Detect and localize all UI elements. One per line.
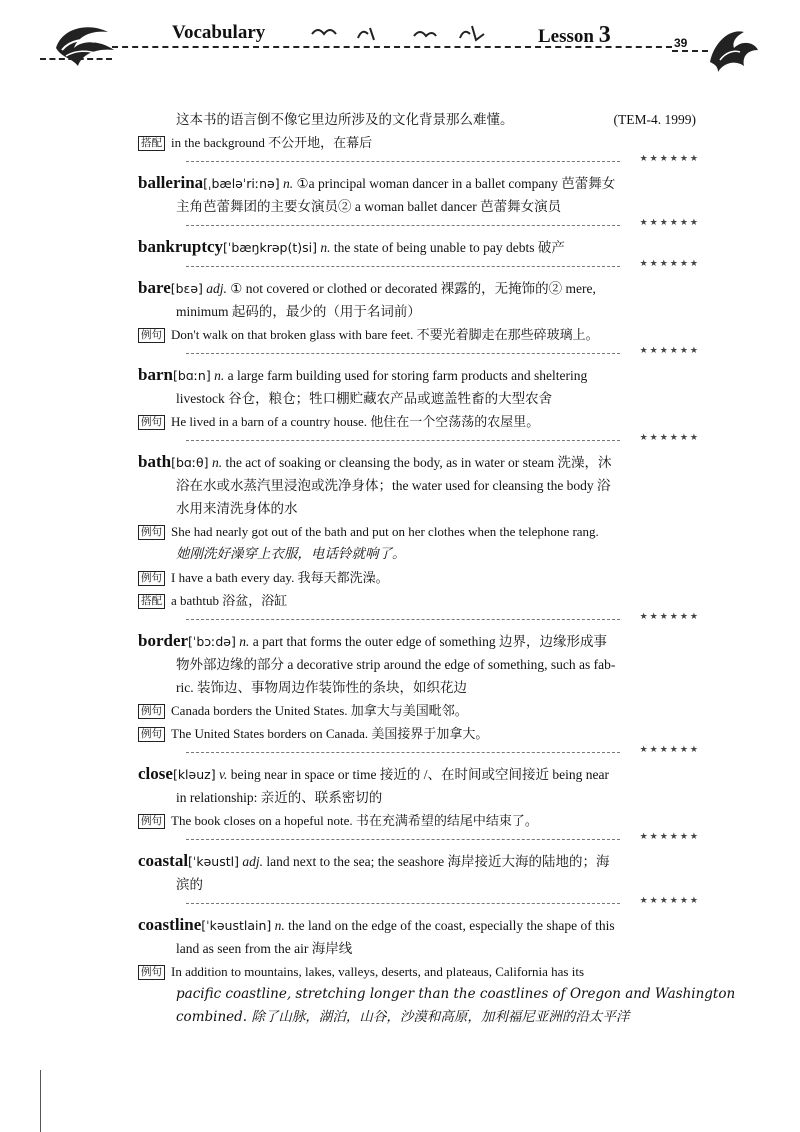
example-line [138, 722, 708, 745]
headword: coastline [138, 915, 202, 934]
part-of-speech: n. [282, 176, 294, 191]
entry-first-line [138, 450, 708, 474]
definition-line: 主角芭蕾舞团的主要女演员② a woman ballet dancer 芭蕾舞女演员 [176, 199, 562, 214]
example-tag: 例句 [138, 965, 165, 980]
entry-close [138, 762, 708, 832]
lesson-label [538, 22, 611, 49]
part-of-speech: n. [239, 634, 250, 649]
entry-separator [138, 744, 708, 758]
entry-border [138, 629, 708, 745]
page-number: 39 [674, 36, 688, 50]
separator-dashes [186, 266, 620, 267]
separator-dashes [186, 752, 620, 753]
definition-line: in relationship: 亲近的、联系密切的 [176, 790, 383, 805]
example-text: The United States borders on Canada. 美国接界于加拿大。 [171, 726, 489, 741]
decorative-swirl-icon [48, 18, 122, 74]
definition-text: a part that forms the outer edge of something 边界，边缘形成事 [252, 634, 608, 649]
pronunciation: [ˈkəustl] [188, 854, 239, 869]
definition-text: the act of soaking or cleansing the body, as in water or steam 洗澡，沐 [225, 455, 612, 470]
separator-dashes [186, 440, 620, 441]
part-of-speech: n. [211, 455, 223, 470]
entry-first-line [138, 276, 708, 300]
example-tag: 例句 [138, 328, 165, 343]
separator-dashes [186, 353, 620, 354]
definition-line: minimum 起码的，最少的（用于名词前） [176, 304, 421, 319]
entry-first-line [138, 171, 708, 195]
separator-stars: ★★★★★★ [639, 744, 700, 754]
pronunciation: [ˈbɔːdə] [188, 634, 236, 649]
example-line [138, 410, 708, 433]
part-of-speech: adj. [206, 281, 227, 296]
pronunciation: [ˈbæŋkrəp(t)si] [223, 240, 317, 255]
pronunciation: [ˌbæləˈriːnə] [203, 176, 280, 191]
example-continuation: combined. 除了山脉，湖泊，山谷，沙漠和高原，加利福尼亚洲的沿太平洋 [176, 1009, 630, 1025]
separator-dashes [186, 225, 620, 226]
headword: bare [138, 278, 171, 297]
example-text: a bathtub 浴盆，浴缸 [171, 593, 288, 608]
part-of-speech: n. [274, 918, 285, 933]
entry-separator [138, 345, 708, 359]
entry-bath [138, 450, 708, 612]
example-line [138, 566, 708, 589]
entry-bankruptcy [138, 235, 708, 259]
headword: ballerina [138, 173, 204, 192]
entry-first-line [138, 849, 708, 873]
margin-rule [40, 1070, 41, 1132]
definition-line: 水用来清洗身体的水 [176, 501, 298, 516]
definition-text: land next to the sea; the seashore 海岸接近大海的陆地的；海 [266, 854, 610, 869]
entry-separator [138, 153, 708, 167]
separator-stars: ★★★★★★ [639, 432, 700, 442]
pronunciation: [bɑːθ] [171, 455, 209, 470]
example-tag: 例句 [138, 814, 165, 829]
decorative-bird-icon [700, 22, 760, 80]
definition-text: ①a principal woman dancer in a ballet company 芭蕾舞女 [296, 176, 616, 191]
example-tag: 例句 [138, 571, 165, 586]
flying-birds-icon [310, 20, 500, 46]
pronunciation: [kləuz] [172, 767, 216, 782]
definition-text: ① not covered or clothed or decorated 裸露的，无掩饰的② mere, [230, 281, 596, 296]
part-of-speech: v. [218, 767, 228, 782]
example-line [138, 323, 708, 346]
example-text: I have a bath every day. 我每天都洗澡。 [171, 570, 389, 585]
separator-stars: ★★★★★★ [639, 217, 700, 227]
entry-coastal [138, 849, 708, 896]
pronunciation: [bɛə] [170, 281, 203, 296]
separator-stars: ★★★★★★ [639, 611, 700, 621]
separator-stars: ★★★★★★ [639, 258, 700, 268]
example-text: Don't walk on that broken glass with bare feet. 不要光着脚走在那些碎玻璃上。 [171, 327, 599, 342]
example-continuation: pacific coastline, stretching longer than the coastlines of Oregon and Washington [176, 986, 736, 1002]
collocation-text: in the background 不公开地，在幕后 [171, 135, 373, 150]
entry-separator [138, 217, 708, 231]
lesson-number: 3 [598, 22, 611, 48]
definition-line: 浴在水或水蒸汽里浸泡或洗净身体；the water used for cleansing the body 浴 [176, 478, 611, 493]
example-text: She had nearly got out of the bath and put on her clothes when the telephone rang. [171, 524, 599, 539]
example-tag: 例句 [138, 704, 165, 719]
part-of-speech: n. [214, 368, 225, 383]
example-text: He lived in a barn of a country house. 他住在一个空荡荡的农屋里。 [171, 414, 540, 429]
separator-stars: ★★★★★★ [639, 153, 700, 163]
headword: coastal [138, 851, 189, 870]
entry-bare [138, 276, 708, 346]
lesson-word: Lesson [538, 26, 594, 47]
definition-line: 物外部边缘的部分 a decorative strip around the edge of something, such as fab- [176, 657, 616, 672]
entry-separator [138, 611, 708, 625]
entry-separator [138, 831, 708, 845]
example-text: The book closes on a hopeful note. 书在充满希望的结尾中结束了。 [171, 813, 538, 828]
example-line [138, 699, 708, 722]
example-tag: 例句 [138, 727, 165, 742]
entry-separator [138, 895, 708, 909]
definition-text: a large farm building used for storing farm products and sheltering [227, 368, 588, 383]
entry-first-line [138, 235, 708, 259]
definition-text: the land on the edge of the coast, especially the shape of this [288, 918, 615, 933]
section-title: Vocabulary [172, 22, 266, 43]
collocation-tag: 搭配 [138, 136, 165, 151]
entry-separator [138, 258, 708, 272]
entry-coastline [138, 913, 736, 1029]
entry-first-line [138, 629, 708, 653]
example-continuation: 她刚洗好澡穿上衣服，电话铃就响了。 [176, 546, 406, 562]
entry-first-line [138, 762, 708, 786]
example-tag: 例句 [138, 525, 165, 540]
intro-text: 这本书的语言倒不像它里边所涉及的文化背景那么难懂。 [176, 112, 514, 127]
separator-stars: ★★★★★★ [639, 895, 700, 905]
entry-separator [138, 432, 708, 446]
separator-stars: ★★★★★★ [639, 345, 700, 355]
pronunciation: [ˈkəustlain] [201, 918, 272, 933]
entries-container [138, 153, 736, 1029]
separator-dashes [186, 903, 620, 904]
pronunciation: [bɑːn] [172, 368, 211, 383]
separator-dashes [186, 839, 620, 840]
example-text: Canada borders the United States. 加拿大与美国毗邻。 [171, 703, 468, 718]
example-line [138, 520, 708, 543]
separator-stars: ★★★★★★ [639, 831, 700, 841]
definition-text: being near in space or time 接近的 /、在时间或空间接近 being near [230, 767, 609, 782]
separator-dashes [186, 161, 620, 162]
definition-line: 滨的 [176, 877, 203, 892]
definition-line: livestock 谷仓，粮仓；牲口棚贮藏农产品或遮盖牲畜的大型农舍 [176, 391, 553, 406]
headword: bath [138, 452, 172, 471]
example-tag: 例句 [138, 415, 165, 430]
example-text: In addition to mountains, lakes, valleys, deserts, and plateaus, California has its [171, 964, 585, 979]
part-of-speech: n. [320, 240, 331, 255]
intro-source: (TEM-4. 1999) [613, 112, 696, 127]
example-line [138, 809, 708, 832]
intro-sentence [138, 108, 708, 131]
separator-dashes [186, 619, 620, 620]
vocabulary-list [138, 108, 736, 1029]
example-line [138, 960, 708, 983]
entry-barn [138, 363, 708, 433]
headword: barn [138, 365, 173, 384]
entry-first-line [138, 363, 708, 387]
header-rule [112, 46, 672, 48]
headword: border [138, 631, 189, 650]
intro-collocation [138, 131, 708, 154]
definition-text: the state of being unable to pay debts 破产 [333, 240, 565, 255]
example-line [138, 589, 708, 612]
collocation-tag: 搭配 [138, 594, 165, 609]
page-header [0, 0, 800, 90]
headword: bankruptcy [138, 237, 224, 256]
part-of-speech: adj. [242, 854, 263, 869]
entry-ballerina [138, 171, 708, 218]
definition-line: land as seen from the air 海岸线 [176, 941, 353, 956]
headword: close [138, 764, 173, 783]
definition-line: ric. 装饰边、事物周边作装饰性的条块，如织花边 [176, 680, 467, 695]
header-rule-left [40, 58, 112, 60]
entry-first-line [138, 913, 708, 937]
